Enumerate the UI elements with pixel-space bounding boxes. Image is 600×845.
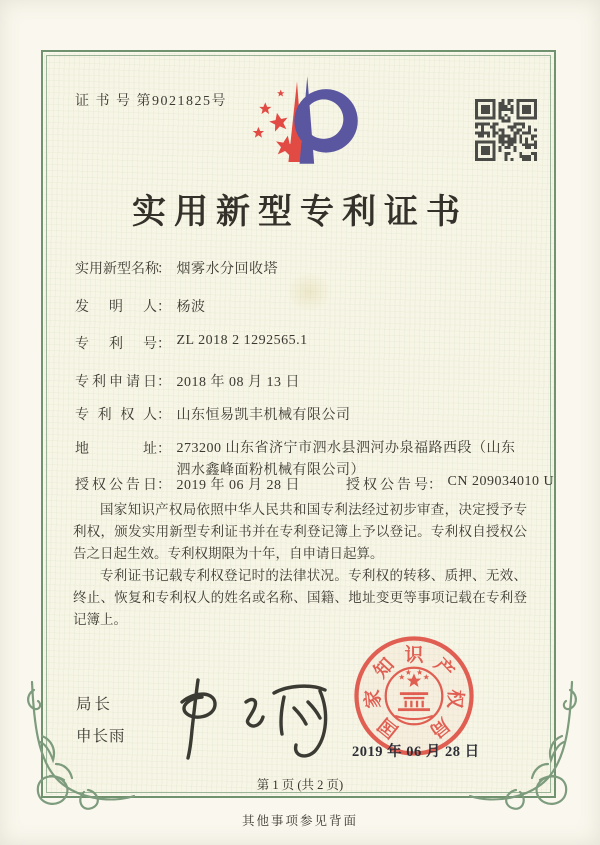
scan-stain (286, 272, 332, 312)
colon: ： (157, 375, 171, 390)
grant-no-group (346, 474, 554, 494)
director-name: 申长雨 (76, 728, 126, 745)
field-label-address: 地址 (75, 442, 157, 457)
legal-paragraph-2: 专利证书记载专利权登记时的法律状况。专利权的转移、质押、无效、终止、恢复和专利权人的姓名或名称、国籍、地址变更等事项记载在专利登记簿上。 (73, 568, 527, 627)
seal-char: 知 (370, 654, 399, 683)
qr-code (475, 99, 537, 161)
colon: ： (157, 478, 171, 493)
director-title: 局长 (76, 696, 114, 713)
field-label-grant-no: 授权公告号 (346, 478, 428, 493)
field-label-grant-date: 授权公告日 (75, 478, 157, 493)
colon: ： (157, 337, 171, 352)
legal-paragraph-1: 国家知识产权局依照中华人民共和国专利法经过初步审查，决定授予专利权，颁发实用新型专利证书并在专利登记簿上予以登记。专利权自授权公告之日起生效。专利权期限为十年，自申请日起算。 (73, 502, 527, 561)
page-number: 第 1 页 (共 2 页) (256, 778, 344, 792)
seal-char: 国 (374, 713, 403, 742)
colon: ： (157, 262, 171, 277)
seal-date: 2019 年 06 月 28 日 (352, 744, 480, 760)
field-label-filing-date: 专利申请日 (75, 375, 157, 390)
field-label-patentee: 专利权人 (75, 408, 157, 423)
legal-text (73, 499, 527, 631)
corner-flourish-left-icon (26, 680, 136, 810)
field-value-filing-date: 2018 年 08 月 13 日 (176, 375, 300, 390)
field-label-patent-no: 专利号 (75, 337, 157, 352)
cnipa-patent-logo-icon (243, 66, 363, 186)
seal-char: 识 (404, 645, 424, 667)
colon: ： (157, 408, 171, 423)
field-value-patentee: 山东恒易凯丰机械有限公司 (176, 408, 351, 423)
field-value-name: 烟雾水分回收塔 (176, 262, 278, 277)
grant-date-group (75, 474, 300, 494)
field-value-patent-no: ZL 2018 2 1292565.1 (176, 333, 308, 348)
seal-char: 产 (429, 654, 458, 683)
field-value-address: 273200 山东省济宁市泗水县泗河办泉福路西段（山东泗水鑫峰面粉机械有限公司） (176, 441, 516, 478)
seal-char: 家 (362, 688, 385, 709)
colon: ： (428, 478, 442, 493)
colon: ： (157, 300, 171, 315)
certificate-title: 实用新型专利证书 (132, 194, 468, 231)
field-row-grant (75, 474, 554, 494)
field-row-filing-date (75, 371, 300, 391)
director-signature-icon (168, 660, 338, 765)
field-value-inventor: 杨波 (176, 300, 206, 315)
back-side-note: 其他事项参见背面 (241, 814, 358, 828)
field-row-name (75, 258, 278, 278)
colon: ： (157, 442, 171, 457)
field-row-patent-no (75, 333, 308, 353)
certificate-number: 证 书 号 第9021825号 (75, 94, 227, 109)
seal-char: 权 (443, 688, 466, 709)
seal-char: 局 (425, 713, 454, 742)
field-value-grant-no: CN 209034010 U (447, 474, 555, 489)
field-row-inventor (75, 296, 206, 316)
field-row-patentee (75, 404, 351, 424)
field-label-name: 实用新型名称 (75, 262, 159, 277)
field-value-grant-date: 2019 年 06 月 28 日 (176, 478, 300, 493)
field-label-inventor: 发明人 (75, 300, 157, 315)
